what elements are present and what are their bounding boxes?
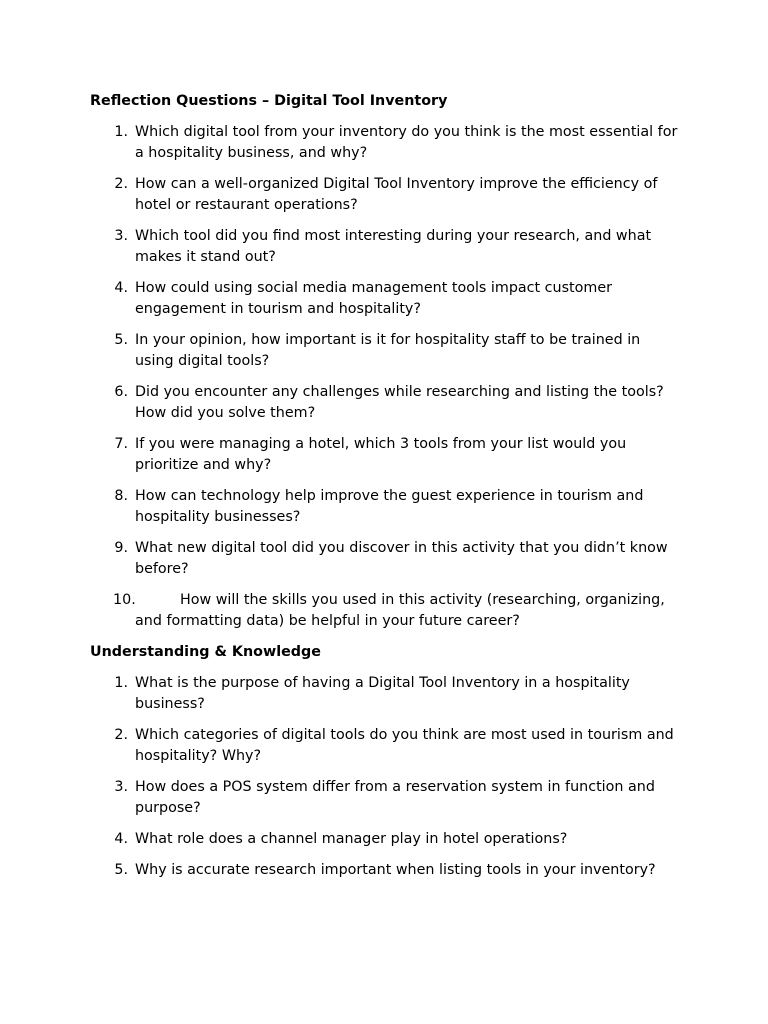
item-number: 3. (114, 779, 128, 795)
reflection-questions-list (90, 122, 680, 632)
understanding-knowledge-list (90, 673, 680, 881)
item-text: How can technology help improve the guest experience in tourism and hospitality businesses? (135, 488, 644, 525)
item-text: How does a POS system differ from a reservation system in function and purpose? (135, 779, 655, 816)
item-number: 1. (114, 675, 128, 691)
item-number: 4. (114, 280, 128, 296)
list-item (90, 777, 680, 819)
item-text: How could using social media management tools impact customer engagement in tourism and hospitality? (135, 280, 612, 317)
item-text: How can a well-organized Digital Tool Inventory improve the efficiency of hotel or restaurant operations? (135, 176, 658, 213)
list-item (90, 434, 680, 476)
item-text: In your opinion, how important is it for hospitality staff to be trained in using digital tools? (135, 332, 641, 369)
list-item (90, 174, 680, 216)
item-number: 1. (114, 124, 128, 140)
list-item (90, 538, 680, 580)
item-number: 3. (114, 228, 128, 244)
item-number: 5. (114, 862, 128, 878)
list-item (90, 725, 680, 767)
item-text: What is the purpose of having a Digital Tool Inventory in a hospitality business? (135, 675, 630, 712)
list-item (90, 330, 680, 372)
item-number: 2. (114, 727, 128, 743)
list-item (90, 226, 680, 268)
list-item (90, 486, 680, 528)
item-text: What role does a channel manager play in hotel operations? (135, 831, 568, 847)
item-text: Which tool did you find most interesting during your research, and what makes it stand out? (135, 228, 652, 265)
reflection-questions-heading: Reflection Questions – Digital Tool Inventory (90, 93, 448, 109)
item-text: Which categories of digital tools do you think are most used in tourism and hospitality? Why? (135, 727, 674, 764)
item-number: 5. (114, 332, 128, 348)
document-page (90, 91, 680, 891)
list-item (90, 860, 680, 881)
item-number: 9. (114, 540, 128, 556)
item-text: How will the skills you used in this activity (researching, organizing, and formatting data) be helpful in your future career? (135, 592, 665, 629)
list-item (90, 382, 680, 424)
item-number: 8. (114, 488, 128, 504)
list-item (90, 278, 680, 320)
list-item (90, 829, 680, 850)
item-number: 6. (114, 384, 128, 400)
item-number: 2. (114, 176, 128, 192)
item-number: 7. (114, 436, 128, 452)
item-number: 4. (114, 831, 128, 847)
item-text: Which digital tool from your inventory do you think is the most essential for a hospitality business, and why? (135, 124, 678, 161)
list-item (90, 122, 680, 164)
list-item (90, 673, 680, 715)
list-item (90, 590, 680, 632)
item-number: 10. (113, 592, 136, 608)
understanding-knowledge-heading: Understanding & Knowledge (90, 644, 321, 660)
item-text: What new digital tool did you discover in this activity that you didn’t know before? (135, 540, 668, 577)
item-text: Why is accurate research important when listing tools in your inventory? (135, 862, 656, 878)
item-text: Did you encounter any challenges while researching and listing the tools? How did you solve them? (135, 384, 664, 421)
item-text: If you were managing a hotel, which 3 tools from your list would you prioritize and why? (135, 436, 627, 473)
